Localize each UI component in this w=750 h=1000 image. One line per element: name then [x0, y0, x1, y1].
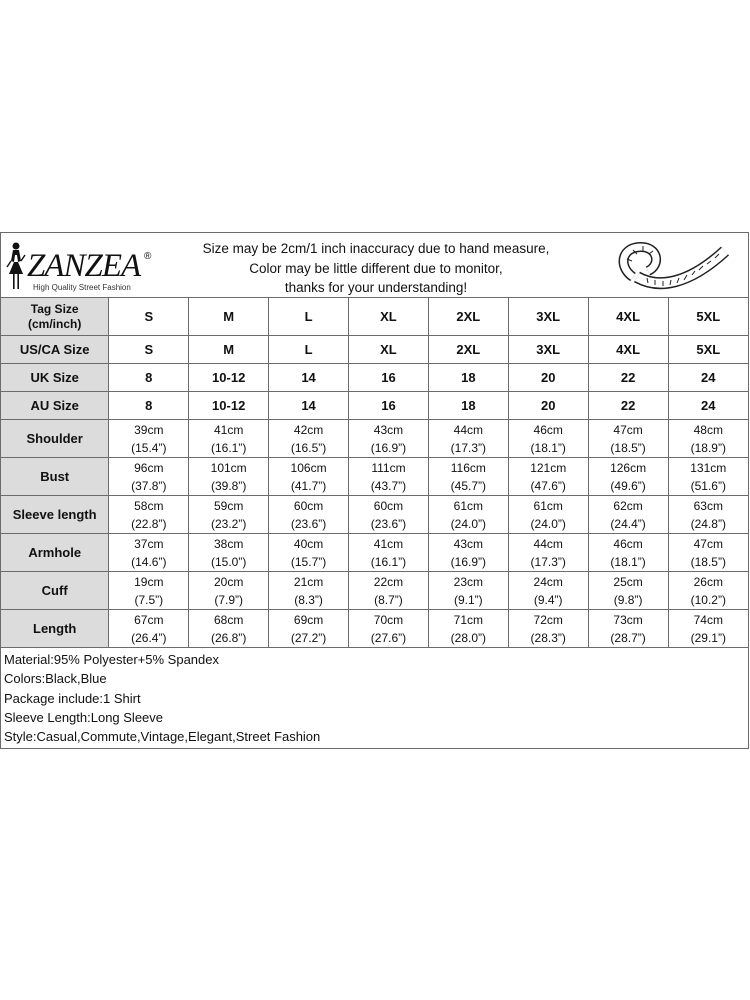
- cell-inch-value: (9.4”): [533, 592, 563, 607]
- measurement-notice: [176, 239, 576, 298]
- cell-cm-value: 61cm: [533, 498, 563, 513]
- cell-inch-value: (15.4”): [131, 440, 167, 455]
- table-cell: [668, 572, 748, 610]
- cell-cm-value: 43cm: [453, 536, 483, 551]
- cell-cm-value: 71cm: [453, 612, 483, 627]
- cell-inch-value: (15.0”): [211, 554, 247, 569]
- cell-cm-value: 74cm: [693, 612, 723, 627]
- cell-cm-value: 61cm: [453, 498, 483, 513]
- table-cell: 18: [428, 392, 508, 420]
- row-label-tag-size: Tag Size (cm/inch): [1, 298, 109, 336]
- cell-inch-value: (24.0”): [450, 516, 486, 531]
- cell-inch-value: (47.6”): [530, 478, 566, 493]
- cell-cm-value: 40cm: [293, 536, 324, 551]
- cell-inch-value: (28.7”): [610, 630, 646, 645]
- cell-cm-value: 60cm: [373, 498, 404, 513]
- cell-cm-value: 47cm: [613, 422, 643, 437]
- detail-package: Package include:1 Shirt: [4, 690, 141, 706]
- table-cell: [508, 610, 588, 648]
- notice-line: Color may be little different due to monitor,: [249, 260, 503, 276]
- cell-cm-value: 41cm: [373, 536, 404, 551]
- table-cell: [349, 458, 429, 496]
- table-cell: 10-12: [189, 392, 269, 420]
- table-cell: 14: [269, 364, 349, 392]
- cell-inch-value: (18.1”): [530, 440, 566, 455]
- detail-sleeve-length: Sleeve Length:Long Sleeve: [4, 709, 164, 725]
- cell-inch-value: (18.1”): [610, 554, 646, 569]
- table-row: [1, 572, 748, 610]
- table-cell: L: [269, 298, 349, 336]
- cell-inch-value: (16.1”): [211, 440, 247, 455]
- row-label-bust: Bust: [1, 458, 109, 496]
- cell-inch-value: (15.7”): [290, 554, 327, 569]
- woman-silhouette-icon: [5, 241, 27, 291]
- cell-cm-value: 70cm: [373, 612, 404, 627]
- cell-cm-value: 111cm: [371, 460, 406, 475]
- table-cell: [269, 572, 349, 610]
- cell-cm-value: 46cm: [613, 536, 643, 551]
- detail-material: Material:95% Polyester+5% Spandex: [4, 652, 219, 667]
- notice-line: Size may be 2cm/1 inch inaccuracy due to hand measure,: [202, 241, 550, 256]
- cell-cm-value: 43cm: [373, 422, 404, 437]
- cell-cm-value: 37cm: [134, 536, 164, 551]
- table-cell: [588, 572, 668, 610]
- cell-inch-value: (24.4”): [610, 516, 646, 531]
- table-cell: [349, 534, 429, 572]
- table-cell: [508, 458, 588, 496]
- table-cell: 10-12: [189, 364, 269, 392]
- cell-inch-value: (16.9”): [450, 554, 486, 569]
- size-chart: [0, 232, 749, 749]
- cell-cm-value: 68cm: [214, 612, 244, 627]
- table-cell: [588, 610, 668, 648]
- table-cell: [668, 458, 748, 496]
- table-cell: [269, 534, 349, 572]
- table-cell: [588, 496, 668, 534]
- cell-inch-value: (9.1”): [453, 592, 483, 607]
- table-cell: [349, 572, 429, 610]
- table-cell: 2XL: [428, 336, 508, 364]
- table-cell: [189, 572, 269, 610]
- cell-inch-value: (8.3”): [294, 592, 323, 607]
- table-cell: 5XL: [668, 298, 748, 336]
- cell-inch-value: (14.6”): [131, 554, 167, 569]
- cell-inch-value: (27.6”): [370, 630, 407, 645]
- cell-inch-value: (27.2”): [290, 630, 327, 645]
- table-cell: [588, 534, 668, 572]
- table-cell: [189, 610, 269, 648]
- cell-inch-value: (51.6”): [690, 478, 726, 493]
- cell-cm-value: 22cm: [373, 574, 404, 589]
- table-cell: [109, 420, 189, 458]
- brand-tagline: High Quality Street Fashion: [33, 283, 131, 292]
- cell-inch-value: (41.7”): [290, 478, 327, 493]
- cell-inch-value: (23.6”): [290, 516, 327, 531]
- cell-inch-value: (23.2”): [211, 516, 247, 531]
- row-label-us-ca-size: US/CA Size: [1, 336, 109, 364]
- cell-cm-value: 116cm: [450, 460, 486, 475]
- table-cell: 16: [349, 392, 429, 420]
- table-cell: 20: [508, 364, 588, 392]
- table-row: [1, 336, 748, 364]
- table-cell: [588, 458, 668, 496]
- cell-inch-value: (29.1”): [690, 630, 726, 645]
- table-cell: [269, 458, 349, 496]
- table-cell: 18: [428, 364, 508, 392]
- table-cell: 4XL: [588, 298, 668, 336]
- size-table: [1, 297, 748, 648]
- cell-cm-value: 96cm: [134, 460, 164, 475]
- cell-cm-value: 121cm: [530, 460, 567, 475]
- table-cell: [109, 534, 189, 572]
- cell-inch-value: (26.4”): [131, 630, 167, 645]
- table-cell: 22: [588, 364, 668, 392]
- table-cell: [349, 420, 429, 458]
- cell-cm-value: 41cm: [214, 422, 244, 437]
- cell-cm-value: 131cm: [690, 460, 727, 475]
- cell-cm-value: 47cm: [693, 536, 723, 551]
- cell-inch-value: (16.1”): [370, 554, 407, 569]
- table-cell: [269, 420, 349, 458]
- cell-inch-value: (49.6”): [610, 478, 646, 493]
- table-cell: [668, 496, 748, 534]
- detail-colors: Colors:Black,Blue: [4, 671, 107, 687]
- table-cell: [109, 610, 189, 648]
- cell-cm-value: 126cm: [610, 460, 647, 475]
- table-row: [1, 392, 748, 420]
- cell-cm-value: 23cm: [453, 574, 483, 589]
- table-cell: 5XL: [668, 336, 748, 364]
- table-cell: [508, 496, 588, 534]
- table-row: [1, 534, 748, 572]
- table-row: [1, 298, 748, 336]
- cell-cm-value: 48cm: [693, 422, 723, 437]
- cell-cm-value: 46cm: [533, 422, 563, 437]
- table-cell: [428, 420, 508, 458]
- table-cell: 20: [508, 392, 588, 420]
- table-cell: [668, 420, 748, 458]
- cell-inch-value: (26.8”): [211, 630, 247, 645]
- cell-inch-value: (22.8”): [131, 516, 167, 531]
- table-cell: S: [109, 298, 189, 336]
- table-cell: M: [189, 298, 269, 336]
- row-label-shoulder: Shoulder: [1, 420, 109, 458]
- cell-inch-value: (7.5”): [134, 592, 164, 607]
- table-cell: [189, 534, 269, 572]
- cell-cm-value: 58cm: [134, 498, 164, 513]
- table-cell: [428, 458, 508, 496]
- cell-cm-value: 42cm: [293, 422, 324, 437]
- cell-inch-value: (28.3”): [530, 630, 566, 645]
- cell-cm-value: 38cm: [214, 536, 244, 551]
- cell-inch-value: (24.8”): [690, 516, 726, 531]
- cell-inch-value: (45.7”): [450, 478, 486, 493]
- cell-cm-value: 63cm: [693, 498, 723, 513]
- cell-inch-value: (7.9”): [214, 592, 244, 607]
- product-details: [4, 650, 320, 746]
- size-chart-header: [1, 233, 748, 298]
- row-label-armhole: Armhole: [1, 534, 109, 572]
- table-cell: [189, 420, 269, 458]
- cell-cm-value: 73cm: [613, 612, 643, 627]
- cell-inch-value: (18.5”): [610, 440, 646, 455]
- table-cell: [588, 420, 668, 458]
- cell-cm-value: 19cm: [134, 574, 164, 589]
- cell-inch-value: (43.7”): [370, 478, 407, 493]
- measuring-tape-icon: [613, 237, 731, 295]
- table-cell: [109, 458, 189, 496]
- table-cell: [428, 572, 508, 610]
- row-label-length: Length: [1, 610, 109, 648]
- table-cell: L: [269, 336, 349, 364]
- table-cell: [109, 572, 189, 610]
- table-cell: 14: [269, 392, 349, 420]
- table-cell: 4XL: [588, 336, 668, 364]
- cell-cm-value: 106cm: [290, 460, 327, 475]
- row-label-uk-size: UK Size: [1, 364, 109, 392]
- cell-cm-value: 39cm: [134, 422, 164, 437]
- row-label-sleeve-length: Sleeve length: [1, 496, 109, 534]
- cell-cm-value: 62cm: [613, 498, 643, 513]
- table-cell: [508, 572, 588, 610]
- cell-cm-value: 101cm: [210, 460, 247, 475]
- cell-inch-value: (18.5”): [690, 554, 726, 569]
- table-cell: [428, 534, 508, 572]
- table-cell: [668, 534, 748, 572]
- cell-inch-value: (18.9”): [690, 440, 726, 455]
- table-cell: [428, 496, 508, 534]
- table-cell: 8: [109, 392, 189, 420]
- cell-inch-value: (17.3”): [450, 440, 486, 455]
- brand-name: ZANZEA: [27, 248, 141, 284]
- table-cell: 2XL: [428, 298, 508, 336]
- cell-inch-value: (28.0”): [450, 630, 486, 645]
- table-cell: [668, 610, 748, 648]
- cell-cm-value: 44cm: [533, 536, 563, 551]
- table-row: [1, 458, 748, 496]
- table-cell: [189, 458, 269, 496]
- cell-cm-value: 67cm: [134, 612, 164, 627]
- table-cell: 16: [349, 364, 429, 392]
- table-row: [1, 610, 748, 648]
- cell-cm-value: 26cm: [693, 574, 723, 589]
- table-row: [1, 420, 748, 458]
- cell-inch-value: (24.0”): [530, 516, 566, 531]
- table-cell: [349, 610, 429, 648]
- table-row: [1, 496, 748, 534]
- table-cell: 24: [668, 392, 748, 420]
- cell-inch-value: (16.5”): [290, 440, 327, 455]
- table-cell: M: [189, 336, 269, 364]
- table-cell: [508, 534, 588, 572]
- cell-cm-value: 21cm: [293, 574, 324, 589]
- table-cell: XL: [349, 298, 429, 336]
- table-cell: [269, 496, 349, 534]
- cell-cm-value: 59cm: [214, 498, 244, 513]
- table-cell: 3XL: [508, 336, 588, 364]
- table-cell: [189, 496, 269, 534]
- notice-line: thanks for your understanding!: [284, 280, 468, 295]
- detail-style: Style:Casual,Commute,Vintage,Elegant,Street Fashion: [4, 729, 321, 745]
- table-cell: 22: [588, 392, 668, 420]
- table-cell: S: [109, 336, 189, 364]
- brand-logo: [5, 239, 155, 293]
- cell-inch-value: (8.7”): [374, 592, 403, 607]
- row-label-cuff: Cuff: [1, 572, 109, 610]
- cell-cm-value: 24cm: [533, 574, 563, 589]
- cell-inch-value: (37.8”): [131, 478, 167, 493]
- cell-inch-value: (39.8”): [211, 478, 247, 493]
- row-label-au-size: AU Size: [1, 392, 109, 420]
- registered-mark: ®: [144, 251, 152, 262]
- cell-cm-value: 44cm: [453, 422, 483, 437]
- table-cell: 24: [668, 364, 748, 392]
- table-cell: [428, 610, 508, 648]
- table-cell: [508, 420, 588, 458]
- cell-inch-value: (10.2”): [690, 592, 726, 607]
- table-cell: [109, 496, 189, 534]
- table-cell: [349, 496, 429, 534]
- cell-inch-value: (9.8”): [613, 592, 643, 607]
- cell-cm-value: 69cm: [293, 612, 324, 627]
- cell-inch-value: (16.9”): [370, 440, 407, 455]
- table-cell: [269, 610, 349, 648]
- cell-cm-value: 60cm: [293, 498, 324, 513]
- cell-cm-value: 20cm: [214, 574, 244, 589]
- cell-inch-value: (17.3”): [530, 554, 566, 569]
- cell-cm-value: 25cm: [613, 574, 643, 589]
- table-cell: 3XL: [508, 298, 588, 336]
- cell-inch-value: (23.6”): [370, 516, 407, 531]
- table-cell: 8: [109, 364, 189, 392]
- cell-cm-value: 72cm: [533, 612, 563, 627]
- table-cell: XL: [349, 336, 429, 364]
- table-row: [1, 364, 748, 392]
